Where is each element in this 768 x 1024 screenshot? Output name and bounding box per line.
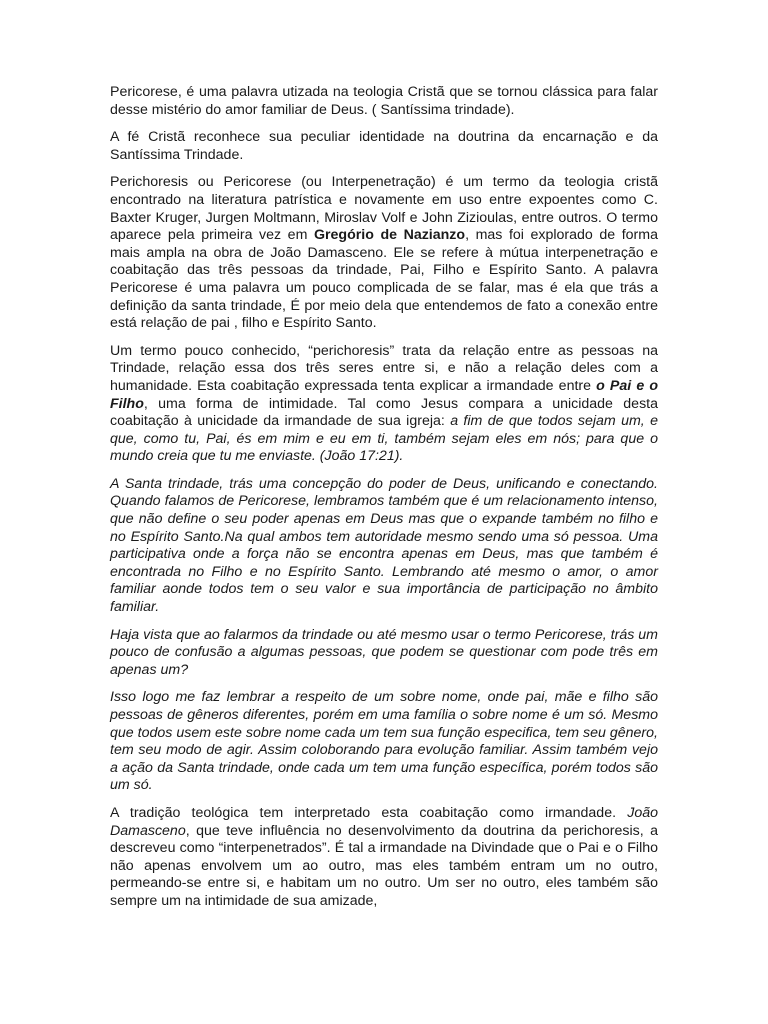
- document-page: [110, 84, 658, 921]
- paragraph-7: Isso logo me faz lembrar a respeito de um sobre nome, onde pai, mãe e filho são pessoas de gêneros diferentes, porém em uma família o sobre nome é um só. Mesmo que todos usem este sobre nome cada um tem sua função especifica, tem seu gênero, tem seu modo de agir. Assim coloborando para evolução familiar. Assim também vejo a ação da Santa trindade, onde cada um tem uma função específica, porém todos são um só.: [110, 689, 658, 794]
- paragraph-5: A Santa trindade, trás uma concepção do poder de Deus, unificando e conectando. Quando falamos de Pericorese, lembramos também que é um relacionamento intenso, que não define o seu poder apenas em Deus mas que o expande também no filho e no Espírito Santo.Na qual ambos tem autoridade mesmo sendo uma só pessoa. Uma participativa onde a força não se encontra apenas em Deus, mas que também é encontrada no Filho e no Espírito Santo. Lembrando até mesmo o amor, o amor familiar aonde todos tem o seu valor e sua importância de participação no âmbito familiar.: [110, 475, 658, 616]
- paragraph-3-text-c: , mas foi explorado de forma mais ampla na obra de João Damasceno. Ele se refere à mútua interpenetração e coabitação das três pessoas da trindade, Pai, Filho e Espírito Santo. A palavra Pericorese é uma palavra um pouco complicada de se falar, mas é ela que trás a definição da santa trindade, É por meio dela que entendemos de fato a conexão entre está relação de pai , filho e Espírito Santo.: [110, 227, 658, 332]
- paragraph-3: [110, 174, 658, 332]
- paragraph-4-text-a: Um termo pouco conhecido, “perichoresis” trata da relação entre as pessoas na Trindade, relação essa dos três seres entre si, e não a relação deles com a humanidade. Esta coabitação expressada tenta explicar a irmandade entre: [110, 342, 658, 394]
- paragraph-3-text-a: Perichoresis ou Pericorese (ou Interpenetração) é um termo da teologia cristã encontrado na literatura patrística e novamente em uso entre expoentes como C. Baxter Kruger, Jurgen Moltmann, Miroslav Volf e John Zizioulas, entre outros. O termo aparece pela primeira vez em: [110, 174, 658, 244]
- paragraph-4-text-c: , uma forma de intimidade. Tal como Jesus compara a unicidade desta coabitação à unicidade da irmandade de sua igreja:: [110, 395, 658, 430]
- paragraph-1: Pericorese, é uma palavra utizada na teologia Cristã que se tornou clássica para falar desse mistério do amor familiar de Deus. ( Santíssima trindade).: [110, 84, 658, 118]
- bible-quote: a fim de que todos sejam um, e que, como tu, Pai, és em mim e eu em ti, também sejam eles em nós; para que o mundo creia que tu me enviaste. (João 17:21).: [110, 413, 658, 465]
- joao-damasceno-italic: João Damasceno: [110, 804, 658, 839]
- pai-filho-bold-italic: o Pai e o Filho: [110, 377, 658, 412]
- paragraph-4: [110, 343, 658, 466]
- gregorio-nazianzo-bold: Gregório de Nazianzo: [313, 227, 466, 244]
- paragraph-8: [110, 805, 658, 911]
- paragraph-6: Haja vista que ao falarmos da trindade ou até mesmo usar o termo Pericorese, trás um pouco de confusão a algumas pessoas, que podem se questionar com pode três em apenas um?: [110, 626, 658, 678]
- paragraph-2: A fé Cristã reconhece sua peculiar identidade na doutrina da encarnação e da Santíssima Trindade.: [110, 129, 658, 163]
- paragraph-8-text-a: A tradição teológica tem interpretado esta coabitação como irmandade.: [110, 804, 628, 821]
- paragraph-8-text-c: , que teve influência no desenvolvimento da doutrina da perichoresis, a descreveu como “interpenetrados”. É tal a irmandade na Divindade que o Pai e o Filho não apenas envolvem um ao outro, mas eles também entram um no outro, permeando-se entre si, e habitam um no outro. Um ser no outro, eles também são sempre um na intimidade de sua amizade,: [110, 822, 658, 909]
